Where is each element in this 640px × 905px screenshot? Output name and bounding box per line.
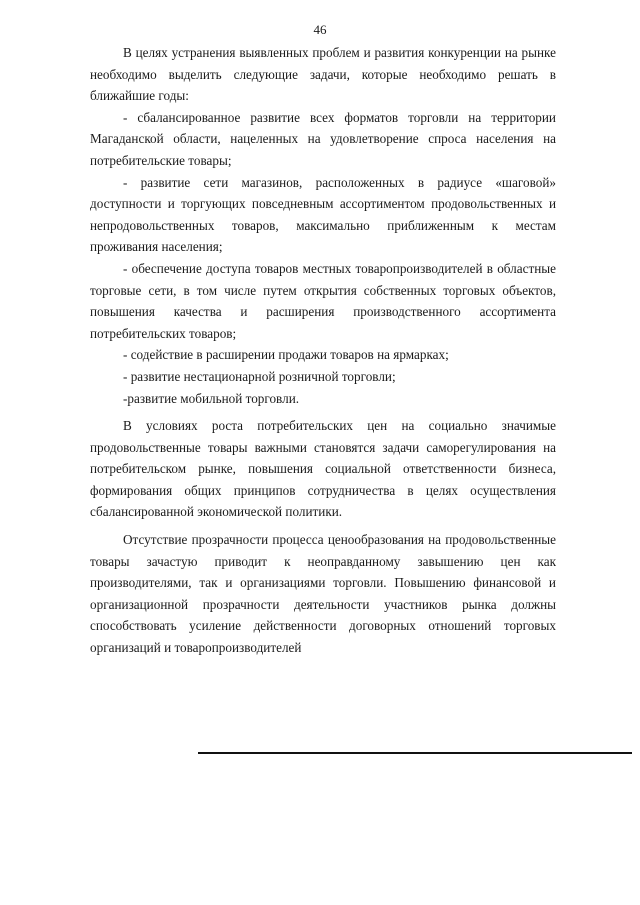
paragraph-price-transparency: Отсутствие прозрачности процесса ценообразования на продовольственные товары зачастую приводит к неоправданному завышению цен как производителями, так и организациями торговли. Повышению финансовой и организационной прозрачности деятельности участников рынка должны способствовать усиление действенности договорных отношений торговых организаций и товаропроизводителей [90, 532, 556, 656]
list-item-balanced-development: - сбалансированное развитие всех форматов торговли на территории Магаданской области, нацеленных на удовлетворение спроса населения на потребительские товары; [90, 109, 556, 168]
list-item-mobile-trade: -развитие мобильной торговли. [123, 390, 300, 406]
list-item-store-network: - развитие сети магазинов, расположенных в радиусе «шаговой» доступности и торгующих повседневным ассортиментом продовольственных и непродовольственных товаров, максимально приближенным к местам проживания населения; [90, 174, 556, 255]
document-body [90, 42, 556, 659]
footer-divider [198, 752, 632, 754]
paragraph-intro: В целях устранения выявленных проблем и развития конкуренции на рынке необходимо выделить следующие задачи, которые необходимо решать в ближайшие годы: [90, 45, 556, 104]
paragraph-self-regulation: В условиях роста потребительских цен на социально значимые продовольственные товары важными становятся задачи саморегулирования на потребительском рынке, повышения социальной ответственности бизнеса, формирования общих принципов сотрудничества в целях осуществления сбалансированной экономической политики. [90, 418, 556, 520]
list-item-fairs: - содействие в расширении продажи товаров на ярмарках; [123, 347, 449, 363]
list-item-nonstationary-trade: - развитие нестационарной розничной торговли; [123, 368, 396, 384]
page-number: 46 [313, 22, 327, 37]
list-item-local-producers-access: - обеспечение доступа товаров местных товаропроизводителей в областные торговые сети, в том числе путем открытия собственных торговых объектов, повышения качества и расширения производственного ассортимента потребительских товаров; [90, 260, 556, 341]
